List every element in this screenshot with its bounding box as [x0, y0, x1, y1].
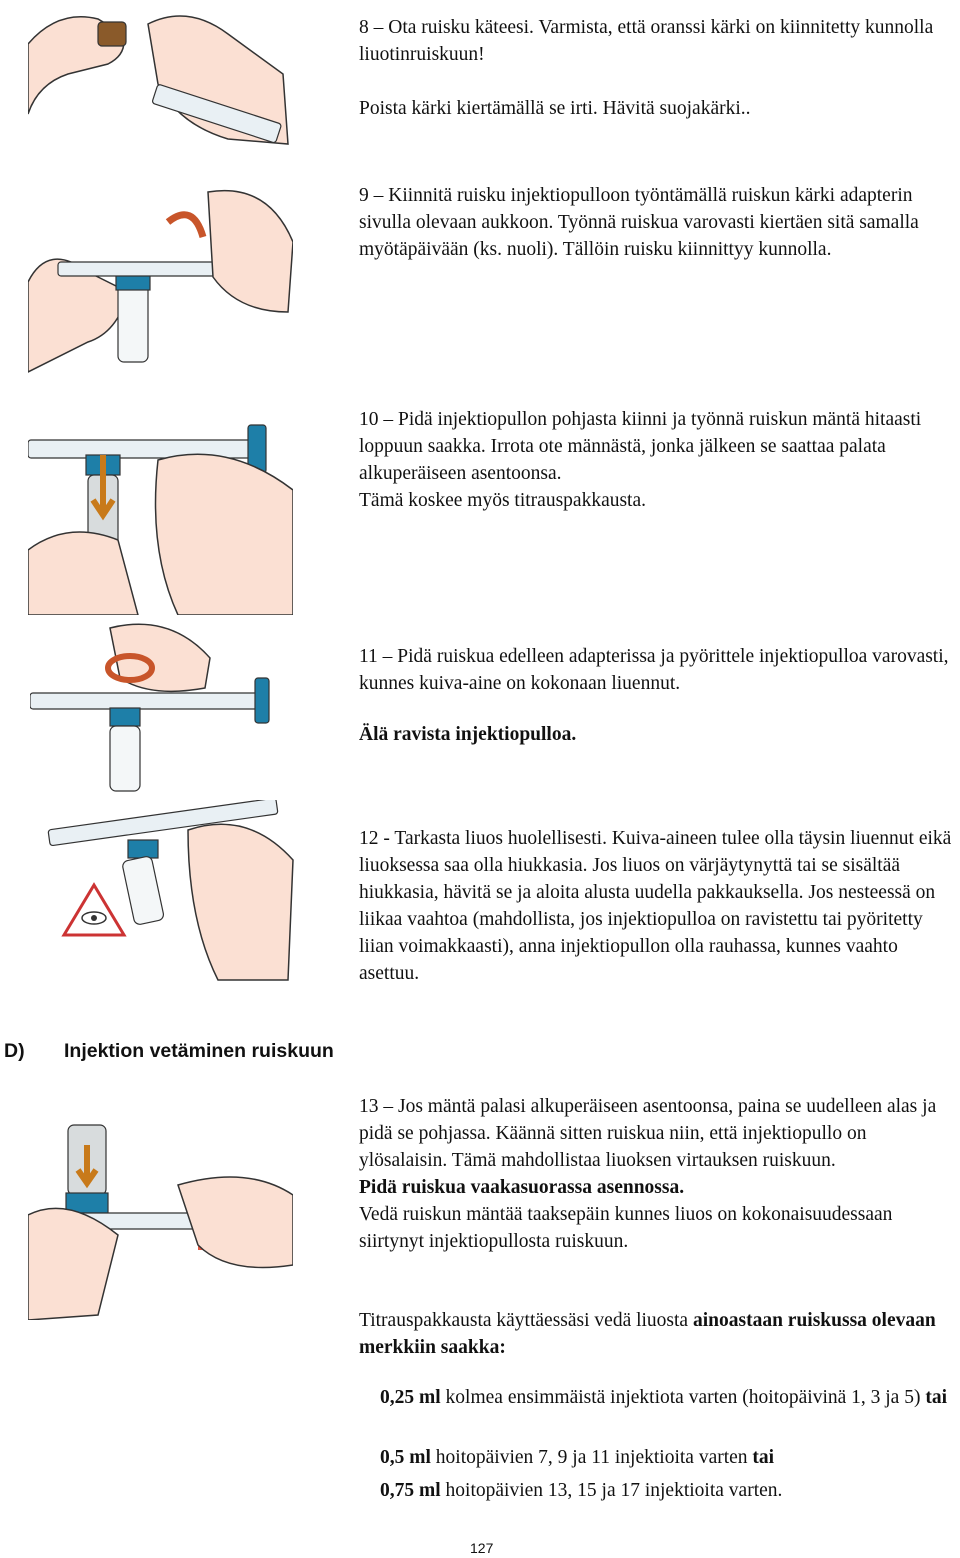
dose-text: hoitopäivien 13, 15 ja 17 injektioita varten. [440, 1480, 783, 1501]
dose-suffix: tai [752, 1447, 775, 1468]
eye-warning-icon [64, 885, 124, 935]
step8-illustration [28, 4, 293, 154]
step-8 [359, 14, 959, 122]
dose-item [380, 1477, 960, 1504]
dose-text: hoitopäivien 7, 9 ja 11 injektioita varten [430, 1447, 753, 1468]
step-13-bold: Pidä ruiskua vaakasuorassa asennossa. [359, 1177, 685, 1198]
step-11-text: 11 – Pidä ruiskua edelleen adapterissa ja pyörittele injektiopulloa varovasti, kunnes kuiva-aine on kokonaan liuennut. [359, 646, 949, 694]
step11-illustration [30, 618, 295, 798]
step-10-text: 10 – Pidä injektiopullon pohjasta kiinni ja työnnä ruiskun mäntä hitaasti loppuun saakka. Irrota ote männästä, jonka jälkeen se saattaa palata alkuperäiseen asentoonsa. [359, 409, 922, 484]
syringe-icon [28, 440, 258, 458]
page-number: 127 [470, 1540, 494, 1556]
section-d-title: Injektion vetäminen ruiskuun [64, 1040, 334, 1062]
step-12 [359, 825, 959, 987]
dose-suffix: tai [925, 1387, 948, 1408]
titration-intro [359, 1307, 959, 1361]
step-10-note: Tämä koskee myös titrauspakkausta. [359, 490, 647, 511]
syringe-icon [30, 693, 260, 709]
step-11-warning: Älä ravista injektiopulloa. [359, 724, 577, 745]
step10-illustration [28, 400, 293, 615]
step12-illustration [28, 800, 298, 985]
tip-cap-icon [98, 22, 126, 46]
dose-item [380, 1384, 960, 1411]
titration-intro-text: Titrauspakkausta käyttäessäsi vedä liuosta [359, 1310, 693, 1331]
dose-amount: 0,5 ml [380, 1447, 431, 1468]
vial-icon [110, 726, 140, 791]
titration-intro-bold: ainoastaan ruiskussa olevaan merkkiin saakka: [359, 1310, 936, 1358]
vial-icon [122, 856, 165, 926]
step-8-line2: Poista kärki kiertämällä se irti. Hävitä suojakärki.. [359, 98, 751, 119]
dose-text: kolmea ensimmäistä injektiota varten (hoitopäivinä 1, 3 ja 5) [440, 1387, 926, 1408]
step-10 [359, 406, 959, 514]
step-9 [359, 182, 959, 263]
section-d-letter: D) [4, 1040, 25, 1062]
vial-icon [118, 282, 148, 362]
step-13-text2: Vedä ruiskun mäntää taaksepäin kunnes liuos on kokonaisuudessaan siirtynyt injektiopullosta ruiskuun. [359, 1204, 893, 1252]
dose-amount: 0,25 ml [380, 1387, 441, 1408]
step-9-text: 9 – Kiinnitä ruisku injektiopulloon työntämällä ruiskun kärki adapterin sivulla olevaan aukkoon. Työnnä ruiskua varovasti kiertäen sitä samalla myötäpäivään (ks. nuoli). Tällöin ruisku kiinnittyy kunnolla. [359, 185, 919, 260]
step-12-text: 12 - Tarkasta liuos huolellisesti. Kuiva-aineen tulee olla täysin liuennut eikä liuoksessa saa olla hiukkasia. Jos liuos on värjäytynyttä tai se sisältää hiukkasia, hävitä se ja aloita alusta uudella pakkauksella. Jos nesteessä on liikaa vaahtoa (mahdollista, jos injektiopulloa on ravistettu tai pyöritetty liian voimakkaasti), anna injektiopullon olla rauhassa, kunnes vaahto asettuu. [359, 828, 952, 984]
step-13 [359, 1093, 959, 1255]
rotate-arrow-icon [168, 215, 203, 237]
step9-illustration [28, 182, 293, 377]
dose-amount: 0,75 ml [380, 1480, 441, 1501]
step13-illustration [28, 1115, 293, 1320]
step-8-line1: 8 – Ota ruisku käteesi. Varmista, että oranssi kärki on kiinnitetty kunnolla liuotinruiskuun! [359, 17, 934, 65]
step-13-text: 13 – Jos mäntä palasi alkuperäiseen asentoonsa, paina se uudelleen alas ja pidä se pohjassa. Käännä sitten ruiskua niin, että injektiopullo on ylösalaisin. Tämä mahdollistaa liuoksen virtauksen ruiskuun. [359, 1096, 937, 1171]
dose-item [380, 1444, 960, 1471]
syringe-icon [58, 262, 238, 276]
section-d-heading [4, 1040, 334, 1063]
step-11 [359, 643, 959, 748]
